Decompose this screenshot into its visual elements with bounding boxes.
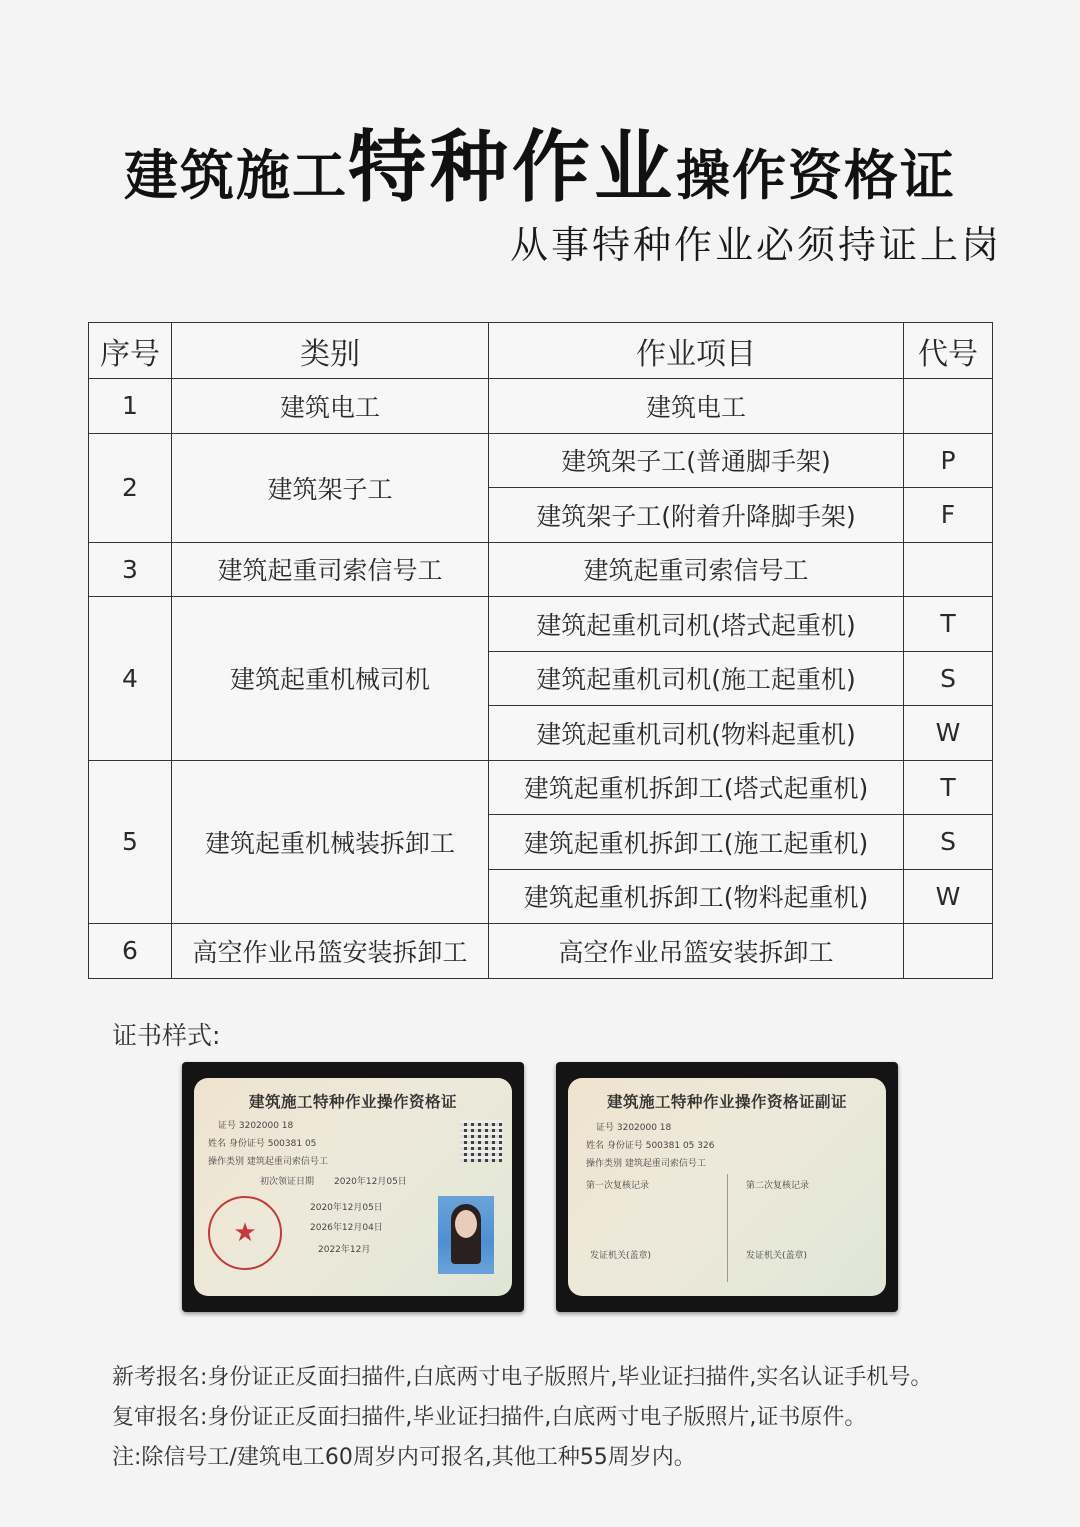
id-photo [438,1196,494,1274]
row-code [904,379,993,434]
card-back-title: 建筑施工特种作业操作资格证副证 [606,1092,847,1111]
row-code: S [904,815,993,870]
row-item: 建筑起重机司机(物料起重机) [489,706,904,761]
row-item: 建筑起重机拆卸工(施工起重机) [489,815,904,870]
card-front-line1: 证号 3202000 18 [218,1121,294,1131]
certificate-front [194,1078,512,1296]
card-back-authority-2: 发证机关(盖章) [746,1251,808,1261]
qr-code-icon [460,1120,502,1162]
card-back-line2: 姓名 身份证号 500381 05 326 [586,1141,715,1151]
row-item: 建筑电工 [489,379,904,434]
row-code: T [904,597,993,652]
sample-label: 证书样式: [112,1021,221,1050]
card-front-valid-to: 2026年12月04日 [310,1223,383,1233]
header-item: 作业项目 [489,323,904,379]
card-front-line3: 操作类别 建筑起重司索信号工 [208,1157,328,1167]
header-code: 代号 [904,323,993,379]
row-item: 建筑架子工(附着升降脚手架) [489,488,904,543]
table-row [89,597,993,652]
row-code [904,924,993,979]
page-title [0,105,1080,217]
row-code: W [904,706,993,761]
table-row [89,379,993,434]
title-part-3: 操作资格证 [676,144,956,207]
row-category: 建筑架子工 [172,433,489,542]
card-back-line3: 操作类别 建筑起重司索信号工 [586,1159,706,1169]
card-front-line2: 姓名 身份证号 500381 05 [208,1139,317,1149]
row-no: 2 [89,433,172,542]
subtitle: 从事特种作业必须持证上岗 [509,223,1002,267]
header-category: 类别 [172,323,489,379]
certificate-table [88,322,993,979]
card-front-review: 2022年12月 [318,1245,371,1255]
certificate-front-image [182,1062,524,1312]
row-code: F [904,488,993,543]
title-part-1: 建筑施工 [123,144,348,207]
row-item: 建筑起重机司机(塔式起重机) [489,597,904,652]
row-code: P [904,433,993,488]
certificate-back [568,1078,886,1296]
row-code: T [904,760,993,815]
row-item: 建筑起重机拆卸工(物料起重机) [489,869,904,924]
row-category: 高空作业吊篮安装拆卸工 [172,924,489,979]
row-code: S [904,651,993,706]
table-row [89,924,993,979]
certificate-back-image [556,1062,898,1312]
table-header-row [89,323,993,379]
note-age-limit: 注:除信号工/建筑电工60周岁内可报名,其他工种55周岁内。 [112,1445,696,1470]
divider [727,1174,728,1282]
row-item: 建筑起重司索信号工 [489,542,904,597]
row-no: 3 [89,542,172,597]
title-part-2: 特种作业 [347,123,676,213]
row-category: 建筑起重机械司机 [172,597,489,761]
card-front-first-issue-label: 初次领证日期 [260,1177,315,1187]
row-category: 建筑起重机械装拆卸工 [172,760,489,924]
row-item: 建筑起重机拆卸工(塔式起重机) [489,760,904,815]
note-review: 复审报名:身份证正反面扫描件,毕业证扫描件,白底两寸电子版照片,证书原件。 [112,1405,867,1430]
card-back-second-review: 第二次复核记录 [746,1181,810,1191]
card-front-valid-from: 2020年12月05日 [310,1203,383,1213]
header-no: 序号 [89,323,172,379]
row-no: 5 [89,760,172,924]
row-item: 建筑架子工(普通脚手架) [489,433,904,488]
row-category: 建筑电工 [172,379,489,434]
row-code [904,542,993,597]
row-code: W [904,869,993,924]
row-item: 高空作业吊篮安装拆卸工 [489,924,904,979]
card-back-line1: 证号 3202000 18 [596,1123,672,1133]
row-no: 6 [89,924,172,979]
red-seal-icon: ★ [208,1196,282,1270]
row-item: 建筑起重机司机(施工起重机) [489,651,904,706]
card-back-first-review: 第一次复核记录 [586,1181,650,1191]
table-row [89,542,993,597]
row-category: 建筑起重司索信号工 [172,542,489,597]
table-row [89,433,993,488]
row-no: 1 [89,379,172,434]
note-new-exam: 新考报名:身份证正反面扫描件,白底两寸电子版照片,毕业证扫描件,实名认证手机号。 [112,1365,933,1390]
card-front-title: 建筑施工特种作业操作资格证 [248,1092,457,1111]
card-back-authority-1: 发证机关(盖章) [590,1251,652,1261]
card-front-first-issue: 2020年12月05日 [334,1177,407,1187]
table-row [89,760,993,815]
row-no: 4 [89,597,172,761]
